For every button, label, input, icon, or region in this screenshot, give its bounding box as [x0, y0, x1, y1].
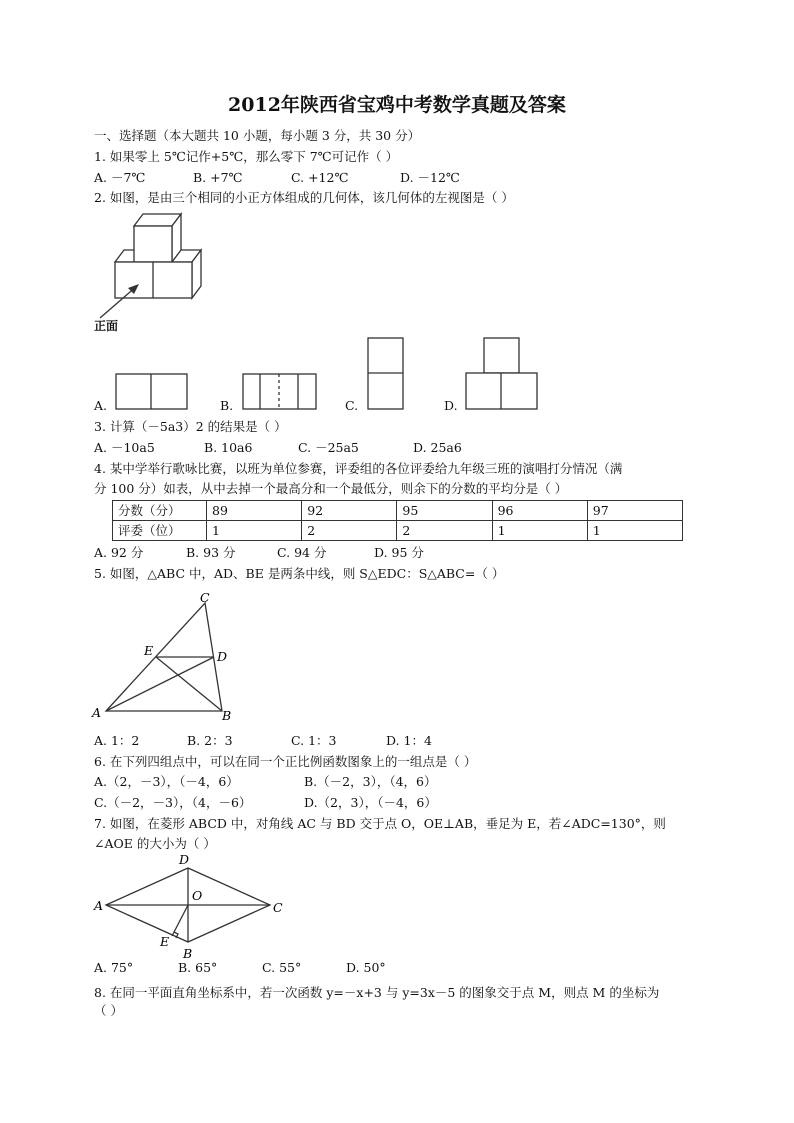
q5-option-b: B. 2：3	[187, 733, 233, 748]
page-title: 2012年陕西省宝鸡中考数学真题及答案	[228, 94, 566, 116]
q4-option-a: A. 92 分	[94, 545, 144, 560]
q3-stem: 3. 计算（－5a3）2 的结果是（ ）	[94, 419, 287, 434]
table-cell: 92	[302, 501, 397, 521]
q6-stem: 6. 在下列四组点中，可以在同一个正比例函数图象上的一组点是（ ）	[94, 754, 477, 769]
q3-option-d: D. 25a6	[413, 440, 462, 455]
q1-option-b: B. +7℃	[193, 170, 243, 185]
q1-option-c: C. +12℃	[291, 170, 349, 185]
q6-option-b: B.（－2，3），（4，6）	[304, 774, 437, 789]
option-d-view	[466, 338, 537, 409]
q7-label-o: O	[192, 888, 203, 903]
table-cell: 2	[397, 521, 492, 541]
option-b-view	[243, 374, 316, 409]
q5-label-d: D	[217, 649, 228, 664]
q2-stem: 2. 如图，是由三个相同的小正方体组成的几何体，该几何体的左视图是（ ）	[94, 190, 514, 205]
q7-option-c: C. 55°	[262, 960, 302, 975]
q8-stem-line1: 8. 在同一平面直角坐标系中，若一次函数 y=－x+3 与 y=3x－5 的图象交于点 M，则点 M 的坐标为	[94, 985, 660, 1000]
option-a-view	[116, 374, 187, 409]
q1-stem: 1. 如果零上 5℃记作+5℃，那么零下 7℃可记作（ ）	[94, 149, 399, 164]
q6-option-a: A.（2，－3），（－4，6）	[94, 774, 239, 789]
q7-label-b: B	[183, 946, 193, 961]
q3-option-a: A. －10a5	[94, 440, 155, 455]
q4-option-b: B. 93 分	[186, 545, 236, 560]
table-cell: 96	[492, 501, 587, 521]
q7-label-e: E	[160, 934, 170, 949]
q5-option-a: A. 1：2	[94, 733, 140, 748]
q5-label-c: C	[200, 590, 210, 605]
q4-stem-line1: 4. 某中学举行歌咏比赛，以班为单位参赛，评委组的各位评委给九年级三班的演唱打分情况（满	[94, 461, 623, 476]
table-cell: 评委（位）	[113, 521, 207, 541]
table-cell: 1	[207, 521, 302, 541]
table-cell: 2	[302, 521, 397, 541]
q2-option-a: A.	[94, 398, 108, 413]
q7-option-b: B. 65°	[178, 960, 218, 975]
q6-option-c: C.（－2，－3），（4，－6）	[94, 795, 252, 810]
front-view-label: 正面	[94, 319, 119, 333]
q3-option-b: B. 10a6	[204, 440, 253, 455]
q1-option-a: A. －7℃	[94, 170, 146, 185]
triangle-abc-figure	[91, 590, 231, 723]
q5-option-d: D. 1：4	[386, 733, 432, 748]
rhombus-abcd-figure	[93, 852, 283, 961]
table-cell: 分数（分）	[113, 501, 207, 521]
table-cell: 89	[207, 501, 302, 521]
q8-stem-line2: （ ）	[94, 1003, 123, 1018]
q4-option-d: D. 95 分	[374, 545, 424, 560]
q2-option-d: D.	[444, 398, 458, 413]
q7-stem-line1: 7. 如图，在菱形 ABCD 中，对角线 AC 与 BD 交于点 O，OE⊥AB，垂足为 E，若∠ADC=130°，则	[94, 816, 666, 831]
q2-option-c: C.	[345, 398, 359, 413]
q3-option-c: C. －25a5	[298, 440, 359, 455]
q5-label-e: E	[144, 643, 154, 658]
table-cell: 1	[492, 521, 587, 541]
table-cell: 97	[587, 501, 682, 521]
q7-label-a: A	[94, 898, 104, 913]
q5-stem: 5. 如图，△ABC 中，AD、BE 是两条中线，则 S△EDC：S△ABC=（ ）	[94, 566, 505, 581]
table-cell: 1	[587, 521, 682, 541]
option-c-view	[368, 338, 403, 409]
table-cell: 95	[397, 501, 492, 521]
q4-stem-line2: 分 100 分）如表，从中去掉一个最高分和一个最低分，则余下的分数的平均分是（ ）	[94, 481, 568, 496]
q1-option-d: D. －12℃	[400, 170, 460, 185]
q7-label-d: D	[179, 852, 190, 867]
q2-option-b: B.	[220, 398, 234, 413]
cube-solid-figure	[100, 214, 201, 318]
section-heading: 一、选择题（本大题共 10 小题，每小题 3 分，共 30 分）	[94, 128, 421, 143]
q7-option-d: D. 50°	[346, 960, 386, 975]
q6-option-d: D.（2，3），（－4，6）	[304, 795, 437, 810]
q7-stem-line2: ∠AOE 的大小为（ ）	[94, 836, 216, 851]
q7-label-c: C	[273, 900, 283, 915]
q5-label-a: A	[92, 705, 102, 720]
q7-option-a: A. 75°	[94, 960, 134, 975]
q5-label-b: B	[222, 708, 232, 723]
q4-option-c: C. 94 分	[277, 545, 327, 560]
q5-option-c: C. 1：3	[291, 733, 337, 748]
